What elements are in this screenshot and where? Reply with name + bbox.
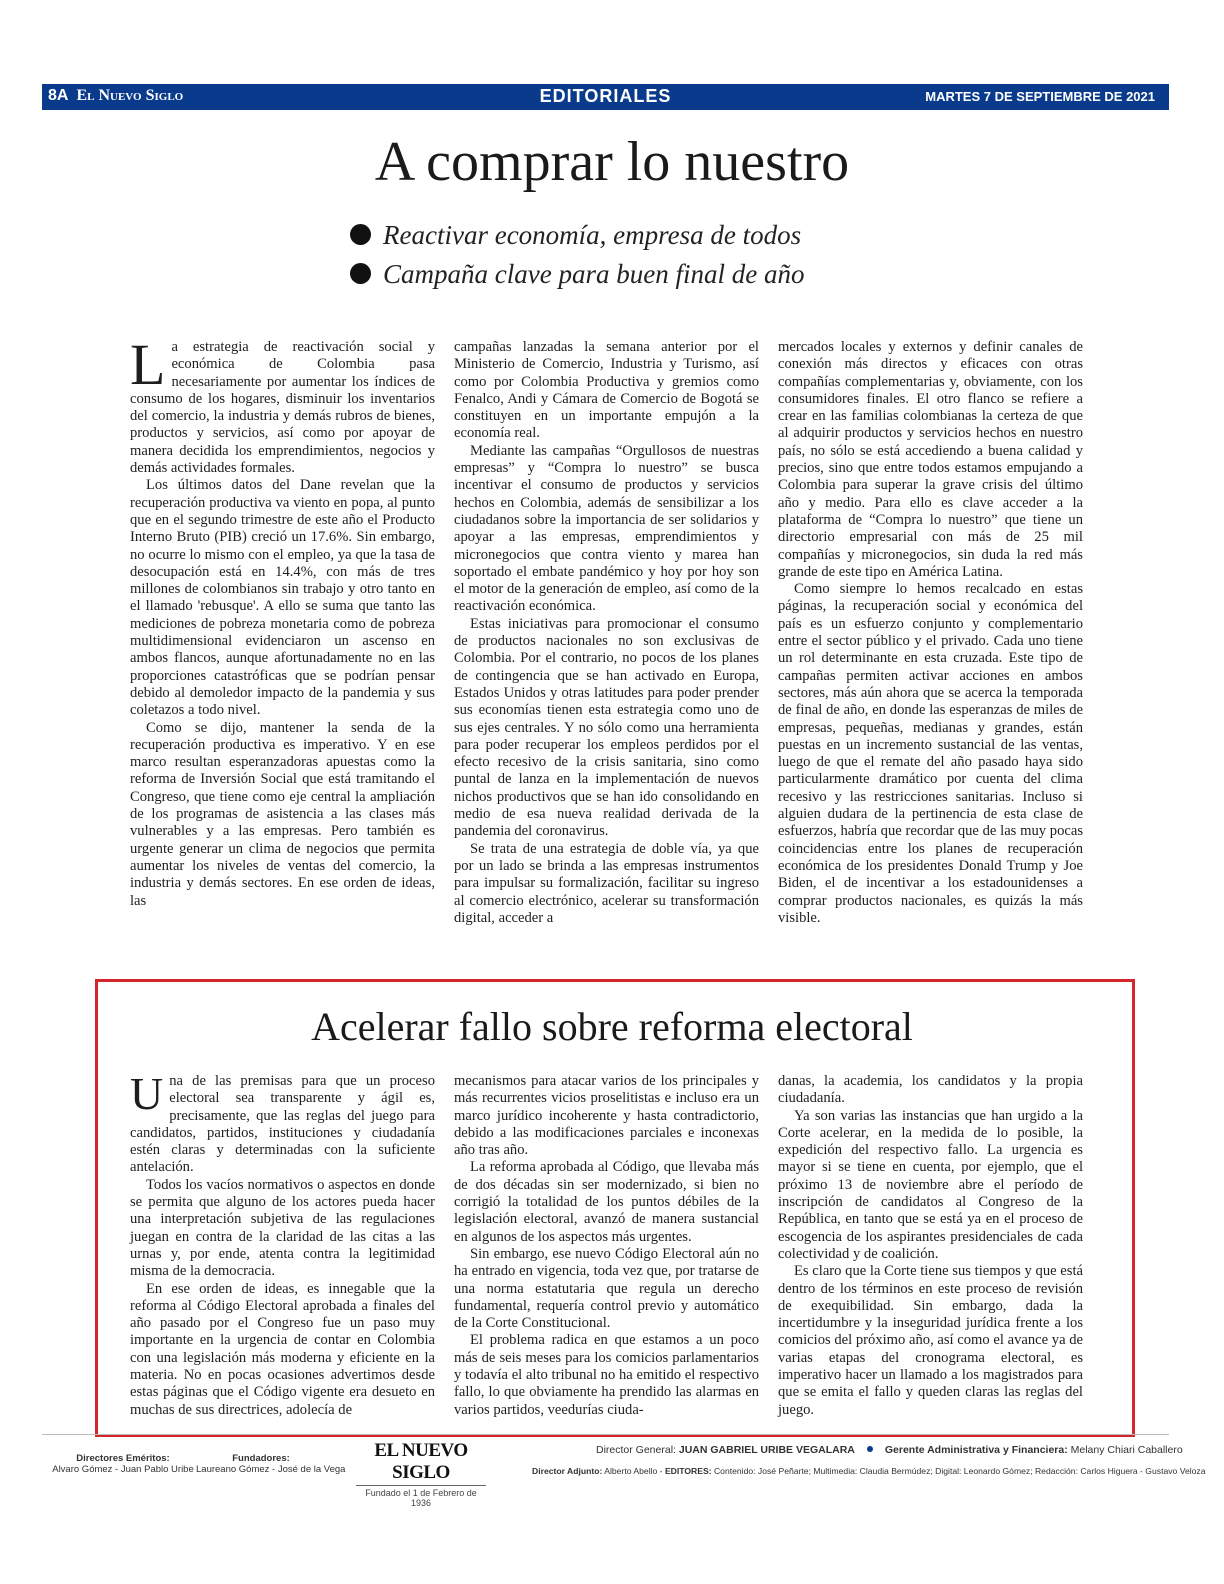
editores-names: Contenido: José Peñarte; Multimedia: Claudia Bermúdez; Digital: Leonardo Gómez; Redacción: Carlos Higuera - Gustavo Veloza: [713, 1466, 1206, 1476]
section-title: EDITORIALES: [539, 86, 672, 106]
paper-name: El Nuevo Siglo: [76, 87, 184, 104]
article1-column-1: [130, 332, 435, 927]
separator-dot-icon: [867, 1446, 873, 1452]
adjunto-label: Director Adjunto:: [532, 1466, 603, 1476]
bullet-dot-icon: [350, 263, 371, 284]
issue-date: MARTES 7 DE SEPTIEMBRE DE 2021: [925, 89, 1155, 104]
founded-date: Fundado el 1 de Febrero de 1936: [365, 1488, 477, 1508]
article1-title: A comprar lo nuestro: [374, 131, 850, 193]
paragraph: Sin embargo, ese nuevo Código Electoral aún no ha entrado en vigencia, toda vez que, por tratarse de una norma estatutaria que regula un derecho fundamental, requería control previo y automático de la Corte Constitucional.: [454, 1245, 759, 1332]
footer-logo: [356, 1440, 486, 1508]
logo-text: EL NUEVO SIGLO: [356, 1440, 486, 1486]
paragraph: Una de las premisas para que un proceso electoral sea transparente y ágil es, precisamente, que las reglas del juego para candidatos, partidos, instituciones y ciudadanía estén claras y determinadas con la suficiente antelación.: [130, 1068, 435, 1176]
article1-column-2: [454, 339, 759, 927]
section-header-bar: [42, 84, 1169, 110]
fundadores-names: Laureano Gómez - José de la Vega: [196, 1464, 346, 1475]
article1-bullet-1: Reactivar economía, empresa de todos: [350, 220, 801, 251]
article1-bullet-2: Campaña clave para buen final de año: [350, 259, 804, 290]
paragraph: Como siempre lo hemos recalcado en estas páginas, la recuperación social y económica del país es un esfuerzo conjunto y complementario entre el sector público y el privado. Cada uno tiene un rol determinante en esta cruzada. Este tipo de campañas permiten activar acciones en ambos sectores, más aún ahora que se acerca la temporada de final de año, en donde las esperanzas de miles de empresas, pequeñas, medianas y grandes, están puestas en un incremento sustancial de las ventas, luego de que el remate del año pasado haya sido particularmente dramático por cuenta del clima recesivo y las restricciones sanitarias. Incluso si alguien dudara de la pertinencia de esta clase de esfuerzos, habría que recordar que de las muy pocas coincidencias entre los planes de recuperación económica de los presidentes Donald Trump y Joe Biden, el de incentivar a los estadounidenses a comprar productos nacionales, es quizás la más visible.: [778, 581, 1083, 926]
paragraph: Estas iniciativas para promocionar el consumo de productos nacionales no son exclusivas de Colombia. Por el contrario, no pocos de los planes de contingencia que se han activado en Europa, Estados Unidos y otras latitudes para poder prender sus economías tienen esta estrategia como uno de sus ejes centrales. Y no sólo como una herramienta para poder recuperar los empleos perdidos por el efecto recesivo de la crisis sanitaria, sino como puntal de lanza en la implementación de nuevos nichos productivos que se han ido consolidando en medio de esa nueva realidad derivada de la pandemia del coronavirus.: [454, 615, 759, 840]
gerente-name: Melany Chiari Caballero: [1070, 1444, 1183, 1456]
article2-title: Acelerar fallo sobre reforma electoral: [311, 1004, 913, 1049]
paragraph: danas, la academia, los candidatos y la propia ciudadanía.: [778, 1073, 1083, 1107]
footer-divider: [42, 1434, 1169, 1435]
editores-label: EDITORES:: [664, 1466, 712, 1476]
footer-emeritos: [48, 1453, 198, 1475]
paragraph: Es claro que la Corte tiene sus tiempos y que está dentro de los términos en este proceso de revisión de exequibilidad. Sin embargo, dada la incertidumbre y la inseguridad jurídica frente a los comicios del próximo año, así como el avance ya de varias etapas del cronograma electoral, es imperativo hacer un llamado a los magistrados para que se emita el fallo y queden claras las reglas del juego.: [778, 1263, 1083, 1418]
paragraph: En ese orden de ideas, es innegable que la reforma al Código Electoral aprobada a finales del año pasado por el Congreso fue un paso muy importante en la urgencia de contar en Colombia con una legislación más moderna y eficiente en la materia. No en pocas ocasiones advertimos desde estas páginas que el Código vigente era desueto en muchas de sus directrices, adolecía de: [130, 1280, 435, 1418]
article1-body: [130, 332, 1083, 927]
article2-column-1: [130, 1068, 435, 1419]
article1-column-3: [778, 339, 1083, 927]
paragraph: campañas lanzadas la semana anterior por el Ministerio de Comercio, Industria y Turismo, así como por Colombia Productiva y gremios como Fenalco, Andi y Cámara de Comercio de Bogotá se constituyen en un importante empujón a la economía real.: [454, 339, 759, 442]
paragraph: Ya son varias las instancias que han urgido a la Corte acelerar, en la medida de lo posible, la expedición del respectivo fallo. La urgencia es mayor si se tiene en cuenta, por ejemplo, que el próximo 13 de noviembre abre el período de inscripción de candidatos al Congreso de la República, en tanto que se está ya en el proceso de escogencia de los aspirantes presidenciales de cada colectividad y de coalición.: [778, 1107, 1083, 1262]
paragraph: mecanismos para atacar varios de los principales y más recurrentes vicios proselitistas e incluso era un marco jurídico incoherente y hasta contradictorio, debido a las modificaciones parciales e inconexas año tras año.: [454, 1073, 759, 1159]
dropcap: U: [130, 1068, 164, 1119]
paragraph: Mediante las campañas “Orgullosos de nuestras empresas” y “Compra lo nuestro” se busca incentivar el consumo de productos y servicios hechos en Colombia, además de sensibilizar a los ciudadanos sobre la importancia de ser solidarios y apoyar a las empresas, emprendimientos y micronegocios que contra viento y marea han soportado el embate pandémico y hoy por hoy son el motor de la generación de empleo, así como de la reactivación económica.: [454, 442, 759, 615]
emeritos-label: Directores Eméritos:: [76, 1453, 170, 1464]
footer-editors: Director Adjunto: Alberto Abello - EDITORES: Contenido: José Peñarte; Multimedia: Claudia Bermúdez; Digital: Leonardo Gómez; Redacción: Carlos Higuera - Gustavo Veloza: [532, 1466, 1206, 1476]
gerente-label: Gerente Administrativa y Financiera:: [884, 1444, 1068, 1456]
paragraph: La estrategia de reactivación social y económica de Colombia pasa necesariamente por aumentar los índices de consumo de los hogares, disminuir los inventarios del comercio, la industria y demás rubros de bienes, productos y servicios, así como por apoyar de manera decidida los emprendimientos, negocios y demás actividades formales.: [130, 332, 435, 477]
paragraph: Como se dijo, mantener la senda de la recuperación productiva es imperativo. Y en ese marco resultan esperanzadoras apuestas como la reforma de Inversión Social que está tramitando el Congreso, que tiene como eje central la ampliación de los programas de asistencia a las clases más vulnerables y a las empresas. Pero también es urgente generar un clima de negocios que permita aumentar los niveles de ventas del comercio, la industria y demás sectores. En ese orden de ideas, las: [130, 719, 435, 909]
fundadores-label: Fundadores:: [232, 1453, 290, 1464]
page-number: 8A: [48, 87, 69, 104]
paragraph: Todos los vacíos normativos o aspectos en donde se permita que alguno de los actores pueda hacer una interpretación subjetiva de las regulaciones juegan en contra de la claridad de las citas a las urnas y, por ende, atenta contra la legitimidad misma de la democracia.: [130, 1176, 435, 1280]
director-label: Director General:: [596, 1444, 676, 1456]
paragraph: La reforma aprobada al Código, que llevaba más de dos décadas sin ser modernizado, si bien no corrigió la totalidad de los puntos débiles de la legislación electoral, avanzó de manera sustancial en algunos de los aspectos más urgentes.: [454, 1159, 759, 1245]
paragraph: El problema radica en que estamos a un poco más de seis meses para los comicios parlamentarios y todavía el alto tribunal no ha emitido el respectivo fallo, lo que obviamente ha prendido las alarmas en varios partidos, veedurías ciuda-: [454, 1332, 759, 1418]
article2-body: [130, 1068, 1083, 1419]
article2-column-2: [454, 1073, 759, 1419]
adjunto-name: Alberto Abello: [604, 1466, 658, 1476]
article2-column-3: [778, 1073, 1083, 1419]
director-name: JUAN GABRIEL URIBE VEGALARA: [678, 1444, 855, 1456]
footer-management: [596, 1444, 1183, 1456]
emeritos-names: Alvaro Gómez - Juan Pablo Uribe: [52, 1464, 194, 1475]
paragraph: Los últimos datos del Dane revelan que la recuperación productiva va viento en popa, al punto que en el segundo trimestre de este año el Producto Interno Bruto (PIB) creció un 17.6%. Sin embargo, no ocurre lo mismo con el empleo, ya que la tasa de desocupación está en 14.4%, con más de tres millones de colombianos sin trabajo y otro tanto en el llamado 'rebusque'. A ello se suma que tanto las mediciones de pobreza monetaria como de pobreza multidimensional evidenciaron un ascenso en ambos flancos, aunque afortunadamente no en las proporciones catastróficas que se podrían pensar debido al demoledor impacto de la pandemia y sus coletazos a todo nivel.: [130, 477, 435, 719]
dropcap: L: [130, 332, 166, 397]
paragraph: Se trata de una estrategia de doble vía, ya que por un lado se brinda a las empresas instrumentos para impulsar su formalización, facilitar su ingreso al comercio electrónico, acelerar su transformación digital, acceder a: [454, 840, 759, 926]
paragraph: mercados locales y externos y definir canales de conexión más directos y eficaces con otras compañías complementarias y, obviamente, con los consumidores finales. El otro flanco se refiere a crear en las familias colombianas la certeza de que al adquirir productos y servicios hechos en nuestro país, no sólo se está accediendo a buena calidad y precios, sino que entre todos estamos empujando a Colombia para superar la grave crisis del último año y medio. Para ello es clave acceder a la plataforma de “Compra lo nuestro” que tiene un directorio empresarial con más de 25 mil compañías y micronegocios, sin duda la red más grande de este tipo en América Latina.: [778, 339, 1083, 580]
footer-fundadores: [196, 1453, 346, 1475]
bullet-dot-icon: [350, 224, 371, 245]
